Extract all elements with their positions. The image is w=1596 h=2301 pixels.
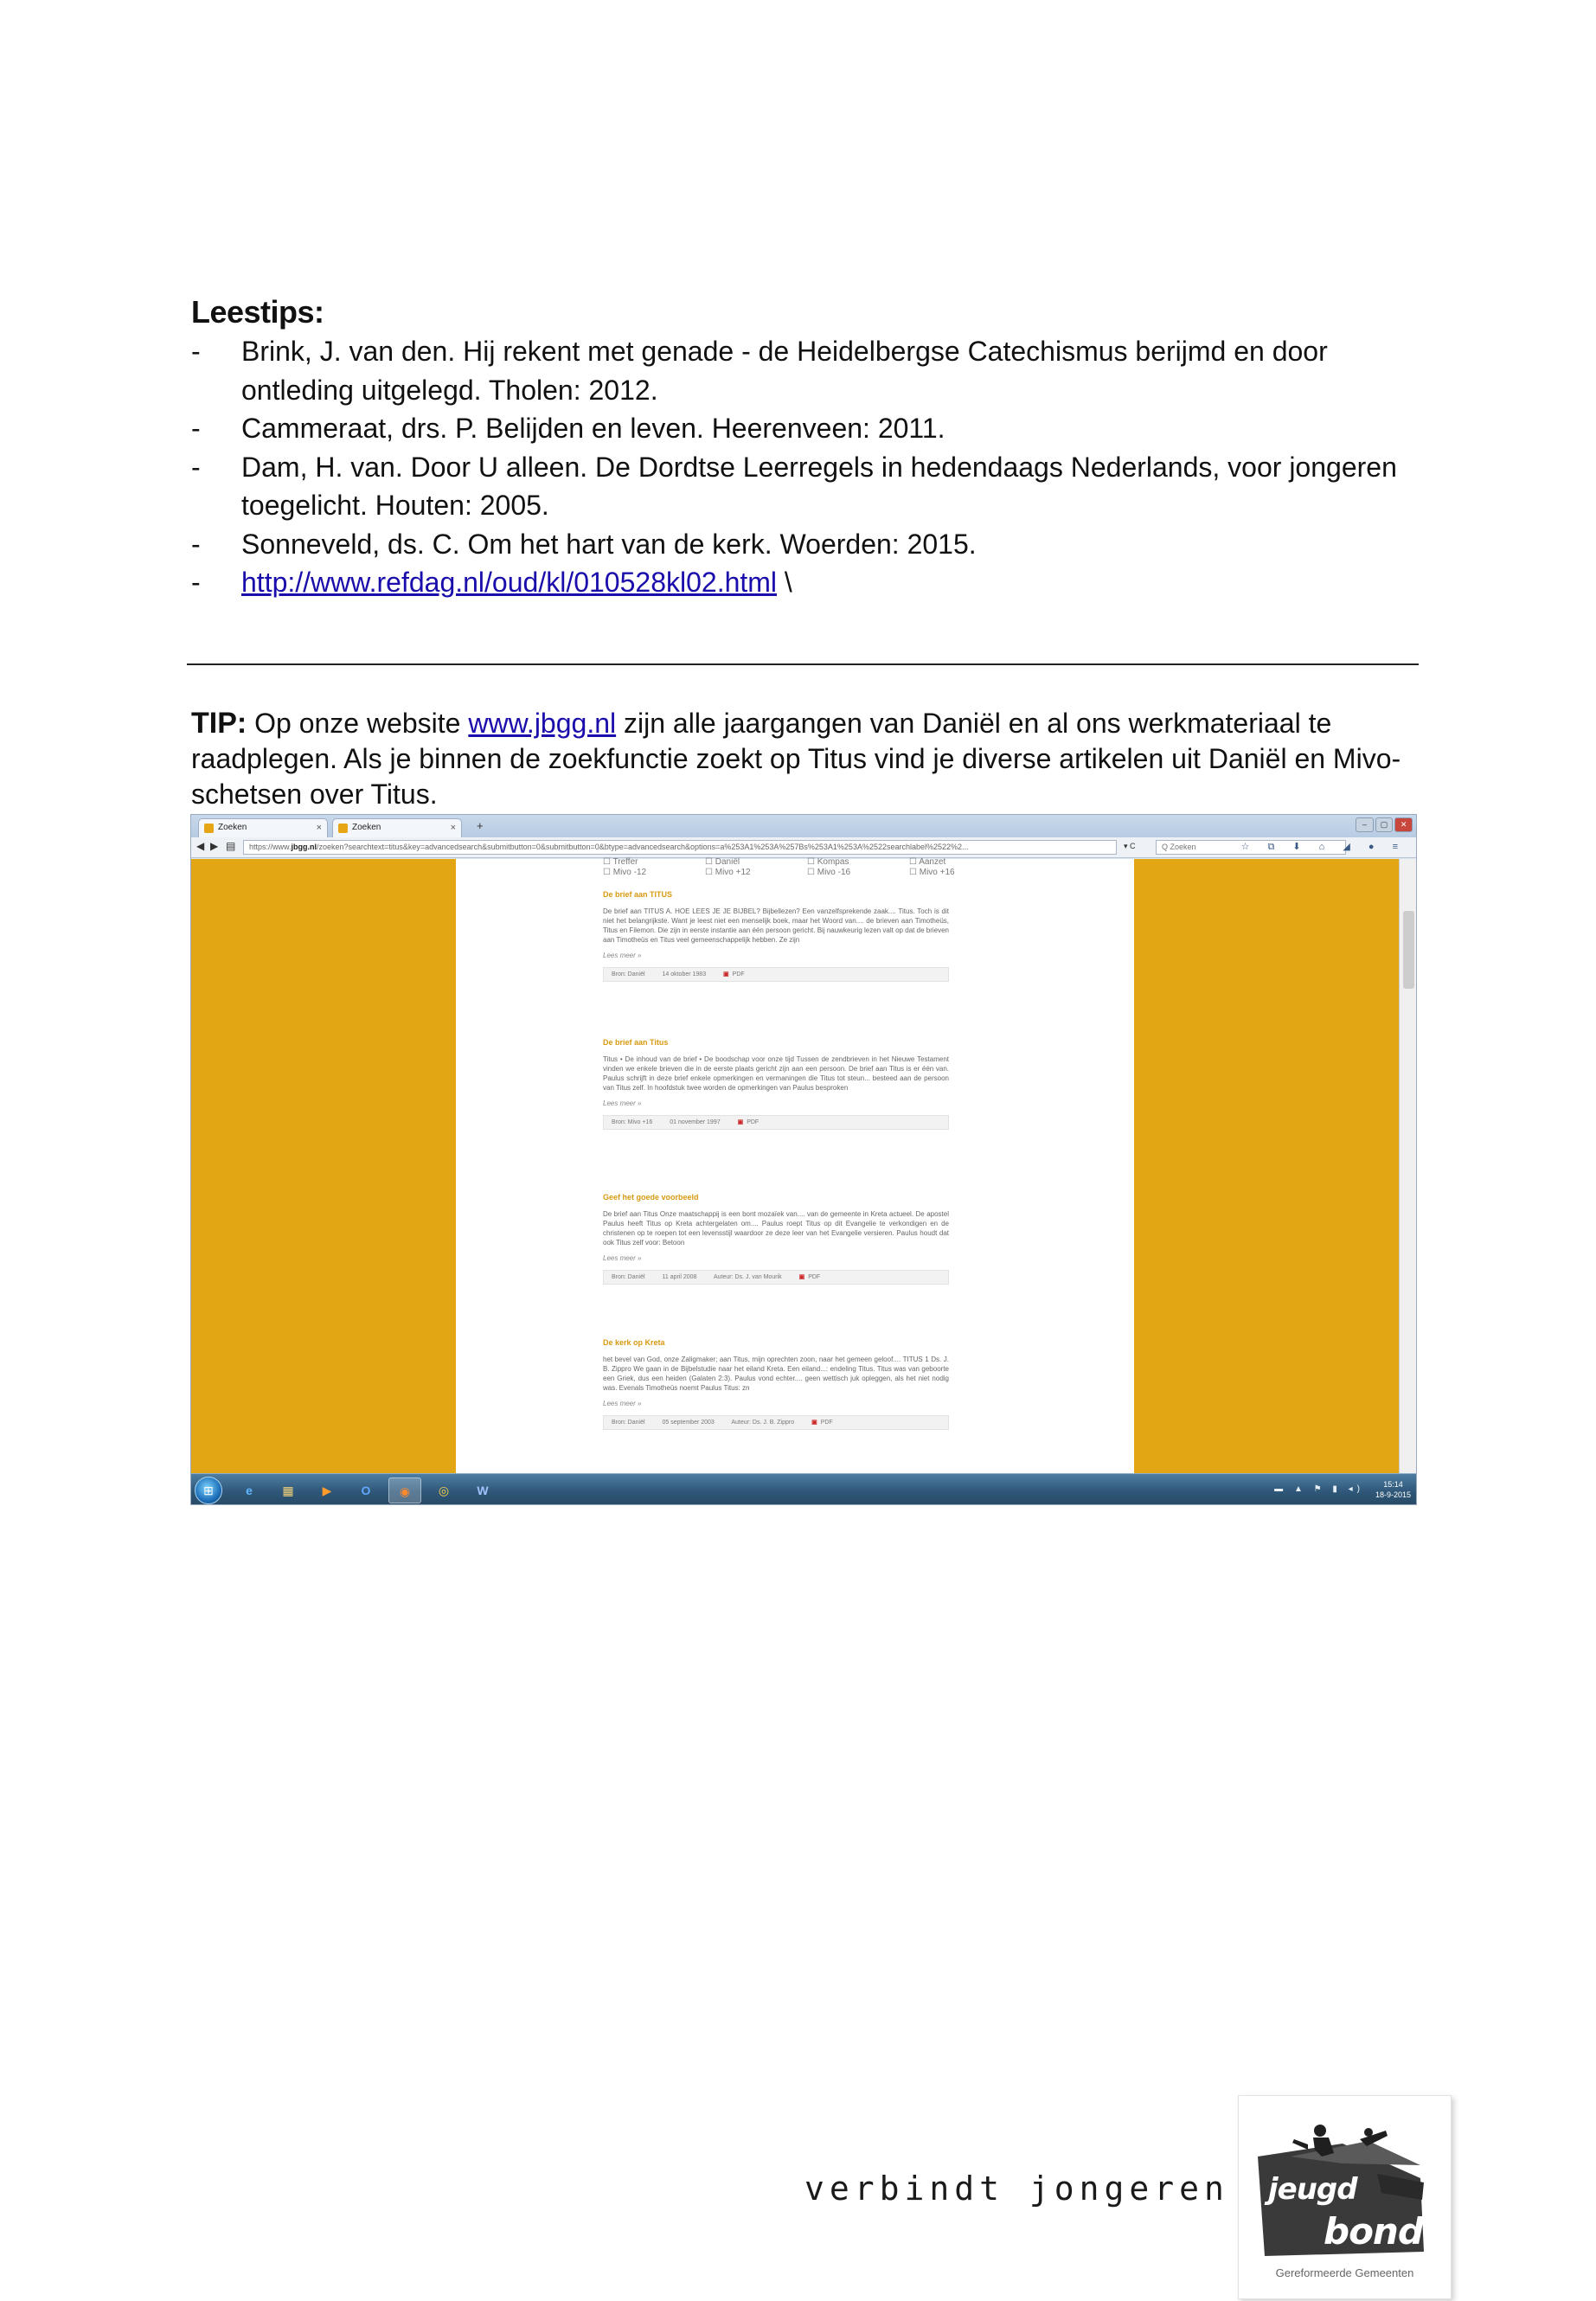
window-controls (1356, 817, 1413, 832)
pdf-icon: ▣ (737, 1119, 744, 1125)
result-date: 14 oktober 1983 (662, 971, 707, 977)
scrollbar-thumb[interactable] (1403, 911, 1414, 989)
browser-tab[interactable] (198, 818, 328, 837)
clock-date: 18-9-2015 (1375, 1490, 1411, 1499)
result-source: Bron: Daniël (612, 971, 645, 977)
close-window-icon[interactable]: ✕ (1394, 817, 1413, 832)
reading-tips-heading: Leestips: (191, 294, 324, 330)
search-result (603, 890, 949, 982)
pdf-link[interactable]: ▣ PDF (798, 1274, 821, 1280)
jbgg-website-link[interactable]: www.jbgg.nl (468, 708, 617, 739)
file-explorer-icon[interactable]: ▦ (282, 1484, 294, 1497)
reading-tip-item: - Cammeraat, drs. P. Belijden en leven. Heerenveen: 2011. (191, 409, 1420, 448)
reading-tips-section (191, 292, 1420, 602)
result-title[interactable]: Geef het goede voorbeeld (603, 1193, 699, 1202)
reading-tip-item (191, 563, 1420, 602)
forward-icon[interactable]: ▶ (210, 840, 219, 852)
read-more-link[interactable]: Lees meer » (603, 1400, 642, 1407)
read-more-link[interactable]: Lees meer » (603, 1099, 642, 1107)
tab-label: Zoeken (218, 823, 247, 832)
result-title[interactable]: De brief aan Titus (603, 1038, 669, 1047)
tab-close-icon[interactable]: × (450, 823, 456, 833)
search-result (603, 1038, 949, 1130)
result-date: 01 november 1997 (670, 1119, 721, 1125)
result-date: 11 april 2008 (662, 1274, 697, 1280)
browser-tab[interactable] (332, 818, 462, 837)
reading-tip-item: - Dam, H. van. Door U alleen. De Dordtse Leerregels in hedendaags Nederlands, voor jongeren toegelicht. Houten: 2005. (191, 448, 1420, 525)
result-meta (603, 1415, 949, 1430)
result-author: Auteur: Ds. J. van Mourik (714, 1274, 782, 1280)
filter-checkbox[interactable]: ☐ Mivo -16 (807, 868, 850, 877)
result-excerpt: het bevel van God, onze Zaligmaker; aan Titus, mijn oprechten zoon, naar het gemeen geloof.... TITUS 1 Ds. J. B. Zippro We gaan in de Bijbelstudie naar het eiland Kreta. Een eiland...: endeling Titus. Titus was van geboorte een Griek, dus een heiden (Galaten 2:3). Paulus vond echter.... geen wettisch juk opleggen, als het niet nodig was. Evenals Timotheüs noemt Paulus Titus: zn (603, 1356, 949, 1392)
read-more-link[interactable]: Lees meer » (603, 952, 642, 959)
outlook-icon[interactable]: O (361, 1484, 371, 1497)
pdf-link[interactable]: ▣ PDF (737, 1119, 760, 1125)
media-player-icon[interactable]: ▶ (322, 1484, 332, 1497)
read-more-link[interactable]: Lees meer » (603, 1254, 642, 1262)
result-excerpt: De brief aan TITUS A. HOE LEES JE JE BIJBEL? Bijbellezen? Een vanzelfsprekende zaak.... Titus. Toch is dit niet het belangrijkste. Want je leest niet een menselijk boek, maar het Woord van.... de brieven aan Timotheüs, Titus en Filemon. Die zijn in eerste instantie aan één persoon gericht. Bij nauwkeurig lezen valt op dat de brieven aan Timotheüs en Titus veel gemeenschappelijk hebben. Ze zijn (603, 907, 949, 944)
reading-tips-list (191, 332, 1420, 602)
logo-subtitle: Gereformeerde Gemeenten (1275, 2266, 1414, 2279)
section-divider (187, 663, 1419, 665)
minimize-icon[interactable]: – (1356, 817, 1374, 832)
footer-slogan: verbindt jongeren (804, 2170, 1229, 2208)
browser-screenshot (190, 814, 1417, 1505)
firefox-icon[interactable]: ◉ (388, 1477, 421, 1503)
result-excerpt: Titus • De inhoud van de brief • De boodschap voor onze tijd Tussen de zendbrieven in het Nieuwe Testament vinden we enkele brieven die in de eerste plaats gericht zijn aan een persoon. De brief aan Titus is er één van. Paulus schrijft in deze brief enkele opmerkingen en vermaningen die Titus tot steun... besteed aan de persoon van Titus zelf. In hoofdstuk twee worden de opmerkingen van Paulus besproken (603, 1055, 949, 1092)
result-meta (603, 967, 949, 982)
filter-checkbox[interactable]: ☐ Aanzet (909, 857, 945, 867)
pdf-icon: ▣ (811, 1420, 817, 1426)
tip-text-before: Op onze website (247, 708, 469, 739)
site-favicon-icon (338, 824, 348, 833)
pdf-link[interactable]: ▣ PDF (723, 971, 745, 977)
result-source: Bron: Mivo +16 (612, 1119, 653, 1125)
result-title[interactable]: De brief aan TITUS (603, 890, 673, 899)
url-path: /zoeken?searchtext=titus&key=advancedsearch&submitbutton=0&submitbutton=0&btype=advancedsearch&options=a%253A1%253A%257Bs%253A1%253A%2522searchlabel%2522%2... (317, 843, 969, 851)
back-icon[interactable]: ◀ (196, 840, 205, 852)
browser-tab-bar (191, 815, 1416, 837)
logo-word-bond: bond (1324, 2210, 1423, 2253)
filter-checkbox[interactable]: ☐ Daniël (705, 857, 740, 867)
pdf-icon: ▣ (798, 1274, 805, 1280)
result-meta (603, 1115, 949, 1130)
filter-checkbox[interactable]: ☐ Mivo -12 (603, 868, 646, 877)
filter-checkbox[interactable]: ☐ Mivo +12 (705, 868, 751, 877)
url-bar[interactable] (243, 840, 1117, 855)
filter-checkbox[interactable]: ☐ Mivo +16 (909, 868, 955, 877)
windows-taskbar (191, 1473, 1416, 1505)
result-meta (603, 1270, 949, 1285)
url-reload-icon[interactable]: ▾ C (1124, 842, 1136, 850)
result-author: Auteur: Ds. J. B. Zippro (731, 1420, 795, 1426)
toolbar-icons[interactable]: ☆ ⧉ ⬇ ⌂ ◢ ● ≡ (1240, 842, 1406, 852)
filter-checkbox[interactable]: ☐ Kompas (807, 857, 849, 867)
result-date: 05 september 2003 (662, 1420, 715, 1426)
search-result (603, 1193, 949, 1285)
clock-time: 15:14 (1383, 1480, 1403, 1489)
system-tray-icons[interactable]: ▬ ▲ ⚑ ▮ ◂) (1274, 1484, 1364, 1494)
pdf-link[interactable]: ▣ PDF (811, 1420, 833, 1426)
tip-paragraph (191, 706, 1420, 812)
result-source: Bron: Daniël (612, 1420, 645, 1426)
word-icon[interactable]: W (477, 1484, 489, 1497)
result-title[interactable]: De kerk op Kreta (603, 1338, 665, 1347)
site-favicon-icon (204, 824, 214, 833)
tab-close-icon[interactable]: × (316, 823, 322, 833)
internet-explorer-icon[interactable]: e (246, 1484, 253, 1497)
web-page-viewport (191, 859, 1399, 1473)
tip-text-after: zijn alle jaargangen van Daniël en al ons werkmateriaal te raadplegen. Als je binnen de zoekfunctie zoekt op Titus vind je diverse artikelen uit Daniël en Mivo-schetsen over Titus. (191, 708, 1401, 810)
jeugdbond-logo (1238, 2095, 1452, 2299)
url-prefix: https://www. (249, 843, 292, 851)
start-button[interactable]: ⊞ (195, 1477, 222, 1504)
result-source: Bron: Daniël (612, 1274, 645, 1280)
filter-checkbox[interactable]: ☐ Treffer (603, 857, 638, 867)
page-scrollbar[interactable] (1399, 859, 1417, 1473)
new-tab-icon[interactable]: + (477, 819, 484, 832)
pdf-icon: ▣ (723, 971, 729, 977)
tip-label: TIP: (191, 707, 247, 740)
search-result (603, 1338, 949, 1430)
url-domain: jbgg.nl (291, 843, 317, 851)
browser-nav-bar (191, 837, 1416, 858)
search-results-column (456, 859, 1134, 1473)
reading-tip-item: - Brink, J. van den. Hij rekent met genade - de Heidelbergse Catechismus berijmd en door ontleding uitgelegd. Tholen: 2012. (191, 332, 1420, 409)
reading-tip-item: - Sonneveld, ds. C. Om het hart van de kerk. Woerden: 2015. (191, 525, 1420, 564)
browser-search-input[interactable]: Q Zoeken (1156, 840, 1346, 855)
refdag-link[interactable]: http://www.refdag.nl/oud/kl/010528kl02.html (241, 567, 778, 598)
taskbar-clock[interactable] (1375, 1479, 1411, 1500)
logo-word-jeugd: jeugd (1268, 2172, 1357, 2207)
maximize-icon[interactable]: ▢ (1375, 817, 1394, 832)
tab-label: Zoeken (352, 823, 381, 832)
chrome-icon[interactable]: ◎ (438, 1484, 450, 1497)
reading-tip-suffix: \ (777, 567, 792, 598)
result-excerpt: De brief aan Titus Onze maatschappij is een bont mozaïek van.... van de gemeente in Kreta actueel. De apostel Paulus heeft Titus op Kreta achtergelaten om.... Paulus roept Titus op dit Evangelie te verkondigen en de christenen op te roepen tot een levensstijl waardoor ze deze leer van het Evangelie versieren. Paulus houdt dat ook Titus zelf voor: Betoon (603, 1210, 949, 1247)
home-icon[interactable]: ▤ (226, 840, 236, 852)
